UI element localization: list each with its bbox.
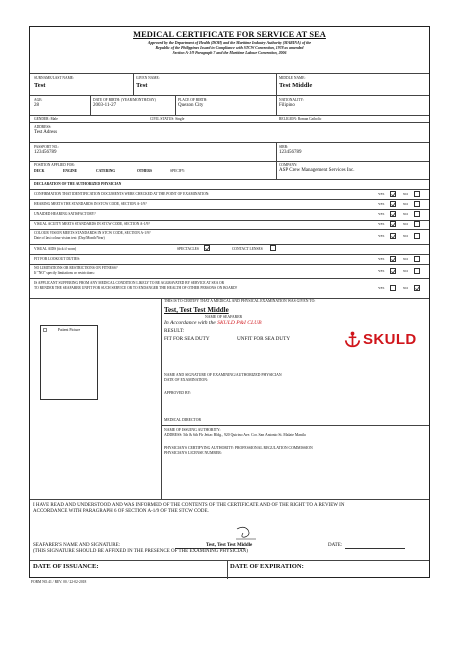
yes-checkbox[interactable] xyxy=(390,211,396,217)
nationality-label: NATIONALITY: xyxy=(279,98,304,102)
check-mark-icon xyxy=(391,212,396,217)
yes-checkbox[interactable] xyxy=(390,201,396,207)
no-checkbox[interactable] xyxy=(414,201,420,207)
divider xyxy=(30,179,429,180)
sirb-value: 123456789 xyxy=(279,150,302,155)
declaration-title: DECLARATION OF THE AUTHORIZED PHYSICIAN xyxy=(34,182,122,186)
middle-name-label: MIDDLE NAME: xyxy=(279,76,306,80)
declaration-item: IS APPLICANT SUFFERING FROM ANY MEDICAL CONDITION LIKELY TO BE AGGRAVATED BY SERVICE AT SEA OR xyxy=(34,281,225,285)
divider xyxy=(30,560,429,561)
no-label: NO xyxy=(403,257,408,261)
company-value: ASP Crew Management Services Inc. xyxy=(279,168,355,173)
yes-checkbox[interactable] xyxy=(390,233,396,239)
license-number-label: PHYSICIAN'S LICENSE NUMBER: xyxy=(164,451,222,455)
declaration-item: CONFIRMATION THAT IDENTIFICATION DOCUMENTS WERE CHECKED AT THE POINT OF EXAMINATION: xyxy=(34,192,210,196)
no-label: NO xyxy=(403,222,408,226)
middle-name-value: Test Middle xyxy=(279,82,313,89)
check-mark-icon xyxy=(391,192,396,197)
accordance-prefix: In Accordance with the xyxy=(164,320,218,326)
signature-date-label: DATE: xyxy=(328,543,343,548)
gender: GENDER: Male xyxy=(34,117,58,121)
age-label: AGE: xyxy=(34,98,43,102)
no-checkbox[interactable] xyxy=(414,191,420,197)
yes-checkbox[interactable] xyxy=(390,221,396,227)
declaration-item: NO LIMITATIONS OR RESTRICTIONS ON FITNESS? xyxy=(34,266,118,270)
contact-lenses-checkbox[interactable] xyxy=(270,245,276,251)
patient-photo-frame xyxy=(40,325,98,400)
page-title: MEDICAL CERTIFICATE FOR SERVICE AT SEA xyxy=(133,30,326,39)
declaration-item: FIT FOR LOOKOUT DUTIES: xyxy=(34,257,81,261)
yes-checkbox[interactable] xyxy=(390,268,396,274)
physician-name-label: NAME AND SIGNATURE OF EXAMINING/AUTHORIZED PHYSICIAN xyxy=(164,373,282,377)
yes-checkbox[interactable] xyxy=(390,256,396,262)
signature-note: (THIS SIGNATURE SHOULD BE AFFIXED IN THE PRESENCE OF THE EXAMINING PHYSICIAN) xyxy=(33,549,248,554)
no-label: NO xyxy=(403,234,408,238)
no-label: NO xyxy=(403,192,408,196)
surname-label: SURNAME/LAST NAME: xyxy=(34,76,74,80)
dob-value: 2003-11-27 xyxy=(93,103,117,108)
passport-value: 123456789 xyxy=(34,150,57,155)
declaration-item: VISUAL ACUITY MEETS STANDARDS IN STCW CODE, SECTION A-1/9? xyxy=(34,222,150,226)
exam-date-label: DATE OF EXAMINATION: xyxy=(164,378,209,382)
signature-name: Test, Test Test Middle xyxy=(206,543,253,548)
check-mark-icon xyxy=(391,222,396,227)
religion: RELIGION: Roman Catholic xyxy=(279,117,322,121)
yes-checkbox[interactable] xyxy=(390,285,396,291)
skuld-emblem-icon xyxy=(344,331,361,348)
accordance-line xyxy=(164,320,262,326)
subtitle-line-1: Approved by the Department of Health (DOH) and the Maritime Industry Authority (MARINA) of the xyxy=(147,41,312,45)
form-number: FORM NO.41 / REV. 00 / 22-02-2018 xyxy=(31,580,87,584)
spectacles-label: SPECTACLES xyxy=(177,247,199,251)
no-label: NO xyxy=(403,212,408,216)
yes-label: YES xyxy=(378,202,385,206)
declaration-item-note: If "NO" specify limitations or restrictions: xyxy=(34,271,95,275)
divider xyxy=(30,189,429,190)
yes-label: YES xyxy=(378,212,385,216)
yes-label: YES xyxy=(378,286,385,290)
divider xyxy=(30,229,429,230)
address-value: Test Adress xyxy=(34,130,58,135)
age-value: 28 xyxy=(34,103,39,108)
declaration-item-note: Date of last colour vision test: (Day/Month/Year) xyxy=(34,236,105,240)
fit-option[interactable]: FIT FOR SEA DUTY xyxy=(164,336,210,342)
divider xyxy=(276,142,277,179)
divider xyxy=(30,209,429,210)
address-label: ADDRESS: xyxy=(34,125,52,129)
pob-label: PLACE OF BIRTH: xyxy=(178,98,208,102)
divider xyxy=(30,73,429,74)
divider xyxy=(90,95,91,115)
position-label: POSITION APPLIED FOR: xyxy=(34,163,75,167)
approved-by-label: APPROVED BY: xyxy=(164,391,191,395)
check-mark-icon xyxy=(415,286,420,291)
check-mark-icon xyxy=(391,234,396,239)
certify-statement: THIS IS TO CERTIFY THAT A MEDICAL AND PHYSICAL EXAMINATION WAS GIVEN TO: xyxy=(164,299,316,303)
seafarer-signature-image xyxy=(234,523,258,541)
yes-label: YES xyxy=(378,222,385,226)
no-checkbox[interactable] xyxy=(414,211,420,217)
divider xyxy=(276,95,277,115)
divider xyxy=(30,115,429,116)
divider xyxy=(161,298,162,499)
divider xyxy=(161,425,429,426)
surname-value: Test xyxy=(34,82,46,89)
position-specify: SPECIFY: xyxy=(170,169,186,173)
medical-director-label: MEDICAL DIRECTOR xyxy=(164,418,202,422)
divider xyxy=(175,95,176,115)
position-deck[interactable]: DECK xyxy=(34,169,45,173)
certificate xyxy=(29,26,430,578)
seafarer-name: Test, Test Test Middle xyxy=(164,306,229,314)
yes-label: YES xyxy=(378,192,385,196)
divider xyxy=(276,73,277,95)
subtitle-line-2: Republic of the Philippines Issued in Compliance with STCW Convention, 1978 as amended xyxy=(155,46,304,50)
civil-status: CIVIL STATUS: Single xyxy=(150,117,185,121)
skuld-logo xyxy=(344,329,426,351)
divider xyxy=(133,73,134,95)
date-of-issuance: DATE OF ISSUANCE: xyxy=(33,563,99,570)
contact-lenses-label: CONTACT LENSES xyxy=(232,247,263,251)
declaration-item: COLOUR VISION MEETS STANDARDS IN STCW CODE, SECTION A-1/9? xyxy=(34,231,151,235)
dob-label: DATE OF BIRTH: (YEAR/MONTH/DAY) xyxy=(93,98,156,102)
given-name-label: GIVEN NAME: xyxy=(136,76,160,80)
divider xyxy=(30,278,429,279)
date-line xyxy=(345,548,405,549)
name-of-seafarer-label: NAME OF SEAFARER xyxy=(205,315,243,319)
yes-label: YES xyxy=(378,234,385,238)
no-label: NO xyxy=(403,269,408,273)
divider xyxy=(30,220,429,221)
given-name-value: Test xyxy=(136,82,148,89)
divider xyxy=(30,142,429,143)
yes-label: YES xyxy=(378,269,385,273)
divider xyxy=(30,499,429,500)
certifying-authority: PHYSICIAN'S CERTIFYING AUTHORITY: PROFESSIONAL REGULATION COMMISSION xyxy=(164,446,313,450)
divider xyxy=(30,122,429,123)
position-others[interactable]: OTHERS xyxy=(137,169,152,173)
check-mark-icon xyxy=(391,257,396,262)
spectacles-checkbox[interactable] xyxy=(204,245,210,251)
divider xyxy=(30,264,429,265)
no-checkbox[interactable] xyxy=(414,233,420,239)
divider xyxy=(30,199,429,200)
declaration-item-note: TO RENDER THE SEAFARER UNFIT FOR SUCH SERVICE OR TO ENDANGER THE HEALTH OF OTHER PERSONS ON BOARD? xyxy=(34,286,238,290)
pi-club-name: SKULD P&I CLUB xyxy=(217,320,262,326)
divider xyxy=(30,254,429,255)
passport-label: PASSPORT NO.: xyxy=(34,145,60,149)
divider xyxy=(30,244,429,245)
divider xyxy=(227,560,228,579)
acknowledgement-line-2: ACCORDANCE WITH PARAGRAPH 6 OF SECTION A-1/9 OF THE STCW CODE. xyxy=(33,509,209,514)
acknowledgement-line-1: I HAVE READ AND UNDERSTOOD AND WAS INFORMED OF THE CONTENTS OF THE CERTIFICATE AND OF THE RIGHT TO A REVIEW IN xyxy=(33,503,345,508)
yes-label: YES xyxy=(378,257,385,261)
nationality-value: Filipino xyxy=(279,103,295,108)
no-label: NO xyxy=(403,202,408,206)
issuing-authority-label: NAME OF ISSUING AUTHORITY: xyxy=(164,428,221,432)
check-mark-icon xyxy=(391,269,396,274)
no-checkbox[interactable] xyxy=(414,268,420,274)
no-checkbox[interactable] xyxy=(414,256,420,262)
skuld-wordmark: SKULD xyxy=(363,331,417,348)
signature-label: SEAFARER'S NAME AND SIGNATURE: xyxy=(33,543,121,548)
position-catering[interactable]: CATERING xyxy=(96,169,116,173)
no-checkbox[interactable] xyxy=(414,285,420,291)
company-label: COMPANY: xyxy=(279,163,298,167)
unfit-option[interactable]: UNFIT FOR SEA DUTY xyxy=(237,336,291,342)
sirb-label: SIRB: xyxy=(279,145,288,149)
visual-aids-label: VISUAL AIDS (tick if worn) xyxy=(34,247,77,251)
check-mark-icon xyxy=(391,202,396,207)
patient-picture-label: Patient Picture xyxy=(57,328,81,332)
subtitle-line-3: Section A-1/9 Paragraph 7 and the Maritime Labour Convention, 2006 xyxy=(172,51,287,55)
declaration-item: HEARING MEETS THE STANDARDS IN STCW CODE, SECTION A-1/9? xyxy=(34,202,147,206)
no-label: NO xyxy=(403,286,408,290)
pob-value: Quezon City xyxy=(178,103,204,108)
date-of-expiration: DATE OF EXPIRATION: xyxy=(230,563,304,570)
position-engine[interactable]: ENGINE xyxy=(63,169,78,173)
check-mark-icon xyxy=(205,246,210,251)
divider xyxy=(30,161,429,162)
no-checkbox[interactable] xyxy=(414,221,420,227)
result-label: RESULT: xyxy=(164,328,185,334)
issuing-address: ADDRESS: 5th & 6th Flr Jettac Bldg., 920 Quirino Ave. Cor. San Antonio St. Malate Manila xyxy=(164,433,306,437)
declaration-item: UNAIDED HEARING SATISFACTORY? xyxy=(34,212,96,216)
yes-checkbox[interactable] xyxy=(390,191,396,197)
